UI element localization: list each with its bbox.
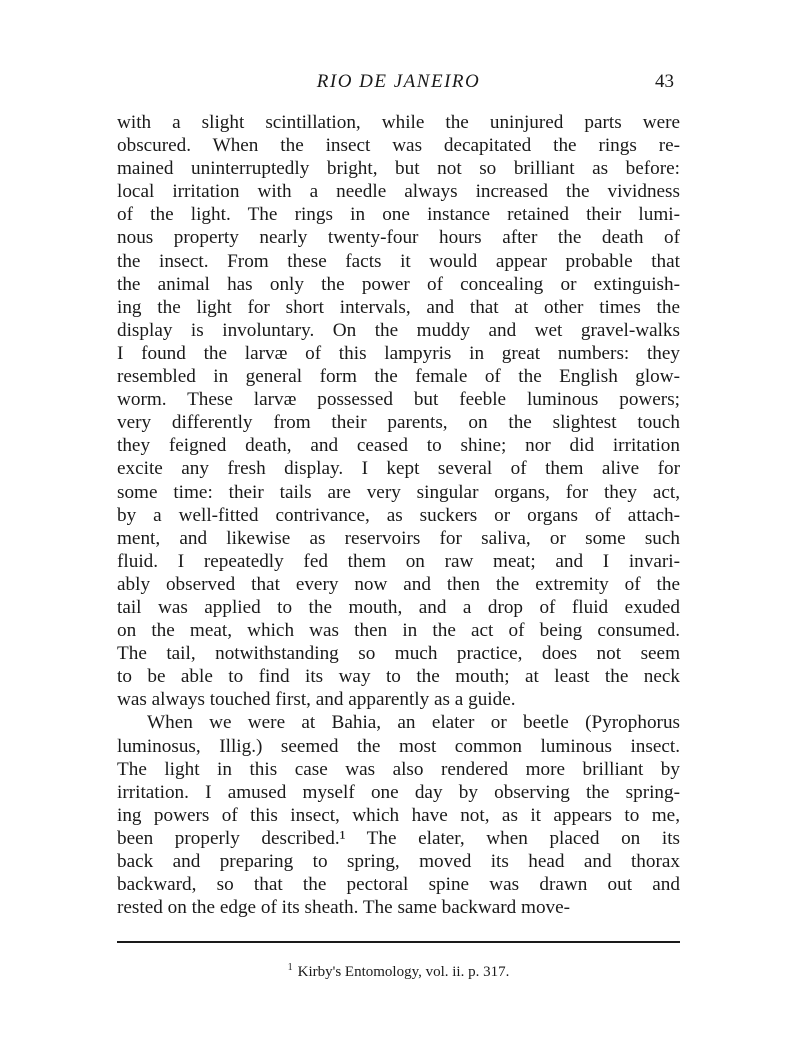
text-line: obscured. When the insect was decapitated the rings re-: [117, 135, 680, 157]
paragraph: [117, 711, 680, 919]
text-line: I found the larvæ of this lampyris in great numbers: they: [117, 342, 680, 364]
footnote-text: Kirby's Entomology, vol. ii. p. 317.: [297, 964, 510, 980]
text-line: The tail, notwithstanding so much practice, does not seem: [117, 643, 680, 665]
text-line: with a slight scintillation, while the uninjured parts were: [117, 112, 680, 133]
footnote: [117, 958, 680, 982]
text-line: ing powers of this insect, which have not, as it appears to me,: [117, 804, 680, 826]
text-line: back and preparing to spring, moved its head and thorax: [117, 851, 680, 872]
text-line: some time: their tails are very singular organs, for they act,: [117, 481, 680, 503]
page-number: 43: [655, 71, 674, 92]
text-line: ably observed that every now and then the extremity of the: [117, 573, 680, 595]
text-line: worm. These larvæ possessed but feeble luminous powers;: [117, 389, 680, 411]
text-line: rested on the edge of its sheath. The same backward move-: [117, 897, 571, 919]
text-line: The light in this case was also rendered more brilliant by: [117, 758, 680, 780]
running-title: RIO DE JANEIRO: [316, 71, 481, 92]
text-line: ing the light for short intervals, and that at other times the: [117, 296, 680, 318]
paragraph: [117, 111, 680, 711]
text-line: local irritation with a needle always increased the vividness: [117, 181, 680, 203]
text-line: backward, so that the pectoral spine was drawn out and: [117, 874, 680, 896]
footnote-rule: [117, 941, 680, 943]
text-line: of the light. The rings in one instance retained their lumi-: [117, 204, 680, 226]
text-line: the animal has only the power of concealing or extinguish-: [117, 273, 680, 295]
footnote-marker: 1: [287, 962, 293, 973]
text-line: very differently from their parents, on the slightest touch: [117, 412, 680, 434]
text-line: luminosus, Illig.) seemed the most common luminous insect.: [117, 735, 680, 757]
text-line: mained uninterruptedly bright, but not so brilliant as before:: [117, 158, 680, 180]
text-line: fluid. I repeatedly fed them on raw meat; and I invari-: [117, 550, 680, 572]
running-head: [117, 71, 680, 99]
text-line: When we were at Bahia, an elater or beetle (Pyrophorus: [147, 712, 680, 734]
text-line: irritation. I amused myself one day by observing the spring-: [117, 781, 680, 803]
text-line: nous property nearly twenty-four hours after the death of: [117, 227, 680, 249]
text-line: tail was applied to the mouth, and a drop of fluid exuded: [117, 596, 680, 618]
text-line: display is involuntary. On the muddy and wet gravel-walks: [117, 319, 680, 341]
text-line: resembled in general form the female of the English glow-: [117, 366, 680, 388]
text-line: by a well-fitted contrivance, as suckers or organs of attach-: [117, 504, 680, 526]
text-line: excite any fresh display. I kept several of them alive for: [117, 458, 680, 480]
text-line: ment, and likewise as reservoirs for saliva, or some such: [117, 527, 680, 549]
text-line: the insect. From these facts it would appear probable that: [117, 250, 680, 272]
text-line: been properly described.¹ The elater, when placed on its: [117, 827, 680, 849]
text-line: on the meat, which was then in the act of being consumed.: [117, 620, 680, 642]
text-line: was always touched first, and apparently as a guide.: [117, 689, 516, 711]
body-text: [117, 111, 680, 919]
text-line: to be able to find its way to the mouth; at least the neck: [117, 666, 680, 688]
text-line: they feigned death, and ceased to shine; nor did irritation: [117, 435, 680, 457]
